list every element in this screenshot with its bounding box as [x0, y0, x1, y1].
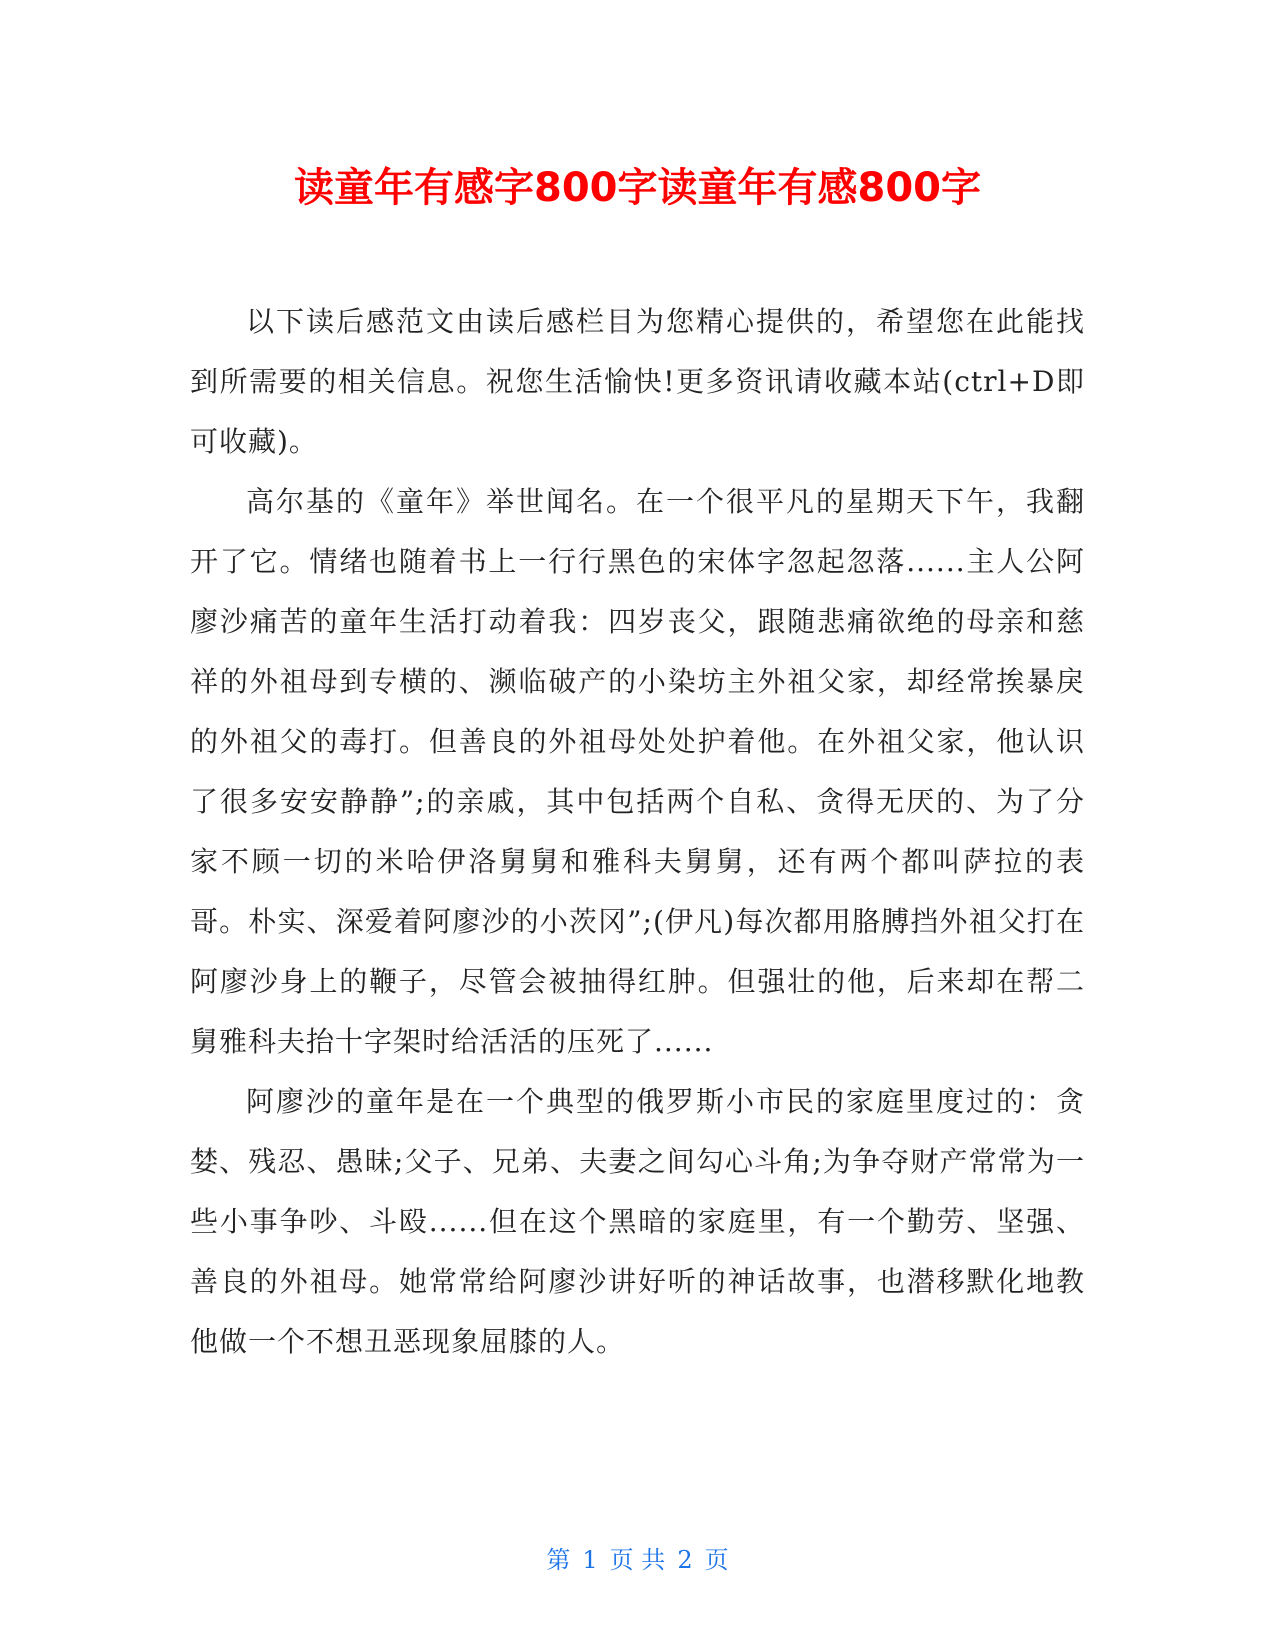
page-number-footer [0, 1545, 1275, 1575]
footer-label-of: 页 共 [609, 1546, 666, 1574]
paragraph-intro: 以下读后感范文由读后感栏目为您精心提供的，希望您在此能找到所需要的相关信息。祝您生活愉快!更多资讯请收藏本站(ctrl+D即可收藏)。 [190, 305, 1085, 458]
footer-label-page: 第 [546, 1546, 571, 1574]
footer-total-pages: 2 [677, 1546, 693, 1574]
paragraph-summary: 高尔基的《童年》举世闻名。在一个很平凡的星期天下午，我翻开了它。情绪也随着书上一行行黑色的宋体字忽起忽落......主人公阿廖沙痛苦的童年生活打动着我：四岁丧父，跟随悲痛欲绝的母亲和慈祥的外祖母到专横的、濒临破产的小染坊主外祖父家，却经常挨暴戾的外祖父的毒打。但善良的外祖母处处护着他。在外祖父家，他认识了很多安安静静”;的亲戚，其中包括两个自私、贪得无厌的、为了分家不顾一切的米哈伊洛舅舅和雅科夫舅舅，还有两个都叫萨拉的表哥。朴实、深爱着阿廖沙的小茨冈”;(伊凡)每次都用胳膊挡外祖父打在阿廖沙身上的鞭子，尽管会被抽得红肿。但强壮的他，后来却在帮二舅雅科夫抬十字架时给活活的压死了...... [190, 485, 1085, 1058]
page-title: 读童年有感字800字读童年有感800字 [294, 165, 981, 211]
paragraph-analysis: 阿廖沙的童年是在一个典型的俄罗斯小市民的家庭里度过的：贪婪、残忍、愚昧;父子、兄弟、夫妻之间勾心斗角;为争夺财产常常为一些小事争吵、斗殴......但在这个黑暗的家庭里，有一个勤劳、坚强、善良的外祖母。她常常给阿廖沙讲好听的神话故事，也潜移默化地教他做一个不想丑恶现象屈膝的人。 [190, 1085, 1085, 1358]
document-body [190, 292, 1085, 1372]
footer-label-end: 页 [704, 1546, 729, 1574]
footer-current-page: 1 [582, 1546, 598, 1574]
